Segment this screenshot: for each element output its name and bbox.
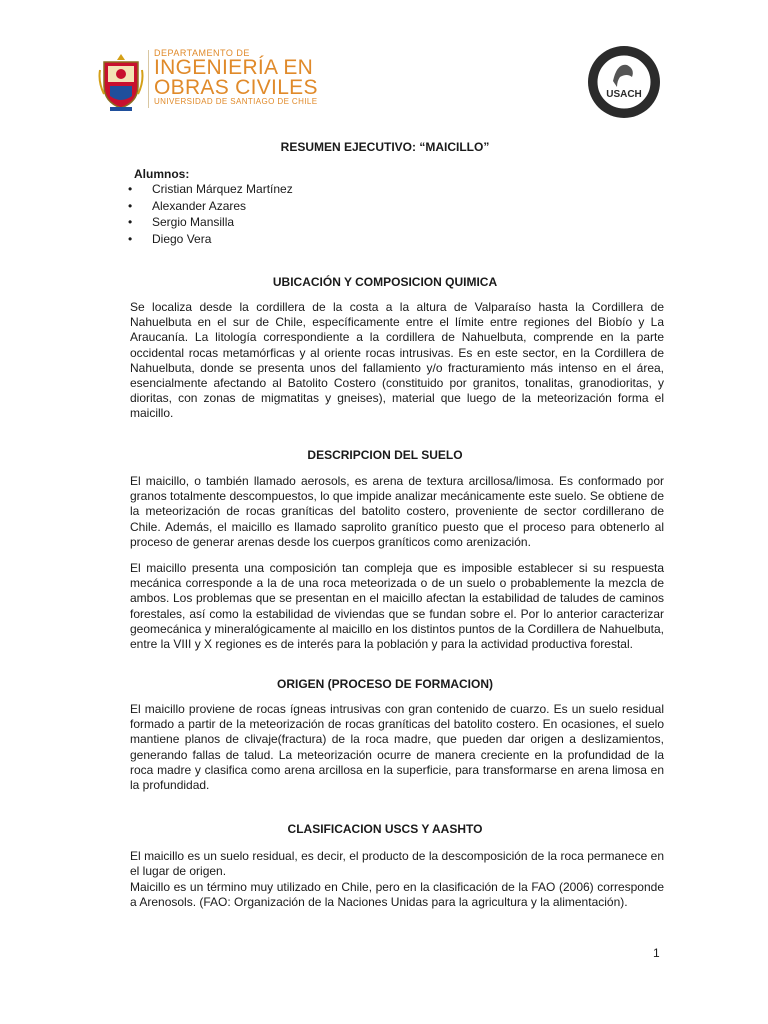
list-item: • Cristian Márquez Martínez [120, 181, 293, 198]
section-heading-ubicacion: UBICACIÓN Y COMPOSICION QUIMICA [272, 275, 498, 289]
list-item: • Diego Vera [120, 231, 293, 248]
list-item: • Sergio Mansilla [120, 214, 293, 231]
header-divider [148, 50, 149, 108]
paragraph-clasificacion-2: Maicillo es un término muy utilizado en Chile, pero en la clasificación de la FAO (2006) corresponde a Arenosols. (FAO: Organización de la Naciones Unidas para la agricultura y la alimentación). [130, 880, 664, 910]
section-heading-origen: ORIGEN (PROCESO DE FORMACION) [276, 677, 493, 691]
section-heading-clasificacion: CLASIFICACION USCS Y AASHTO [287, 822, 483, 836]
students-label: Alumnos: [134, 167, 190, 181]
dept-line-1: DEPARTAMENTO DE [154, 48, 250, 58]
list-item: • Alexander Azares [120, 198, 293, 215]
paragraph-descripcion-1: El maicillo, o también llamado aerosols, es arena de textura arcillosa/limosa. Es conformado por granos totalmente descompuestos, lo que impide analizar mecánicamente este suelo. Se obtiene de la meteorización de rocas graníticas del batolito costero, proveniente de sector cordillerano de Chile. Además, el maicillo es llamado saprolito granítico puesto que el proceso para obtenerlo al proceso de generar arenas desde los cuerpos graníticos como arenización. [130, 474, 664, 549]
department-logo [154, 48, 354, 106]
dept-line-4: UNIVERSIDAD DE SANTIAGO DE CHILE [154, 97, 318, 106]
page-header [0, 0, 768, 120]
paragraph-origen: El maicillo proviene de rocas ígneas intrusivas con gran contenido de cuarzo. Es un suelo residual formado a partir de la meteorización de rocas graníticas del batolito costero. En ocasiones, el suelo mantiene planos de clivaje(fractura) de la roca madre, que pueden dar origen a deslizamientos, generando fallas de talud. La meteorización ocurre de manera creciente en la profundidad de la roca madre y clasifica como arena arcillosa en la superficie, para transformarse en arena limosa en la profundidad. [130, 702, 664, 793]
dept-line-2: INGENIERÍA EN [154, 56, 314, 79]
students-list [120, 181, 293, 247]
paragraph-clasificacion-1: El maicillo es un suelo residual, es decir, el producto de la descomposición de la roca permanece en el lugar de origen. [130, 849, 664, 879]
paragraph-descripcion-2: El maicillo presenta una composición tan compleja que es imposible establecer si su respuesta mecánica corresponde a la de una roca meteorizada o de un suelo o probablemente la mezcla de ambos. Los problemas que se presentan en el maicillo afectan la estabilidad de taludes de caminos forestales, así como la estabilidad de viviendas que se fundan sobre el. Por lo anterior caracterizar geomecánica y mineralógicamente al maicillo en los distintos puntos de la Cordillera de Nahuelbuta, entre la VIII y X regiones es de interés para la población y para la actividad productiva forestal. [130, 561, 664, 652]
paragraph-ubicacion: Se localiza desde la cordillera de la costa a la altura de Valparaíso hasta la Cordillera de Nahuelbuta en el sur de Chile, específicamente entre el límite entre regiones del Biobío y La Araucanía. La litología correspondiente a la cordillera de Nahuelbuta, comprende en la parte occidental rocas metamórficas y al oriente rocas intrusivas. Es en este sector, en la Cordillera de Nahuelbuta, donde se presenta unos del fallamiento y/o fracturamiento más intenso en el área, esencialmente afectando al Batolito Costero (constituido por granitos, tonalitas, granodioritas, y dioritas, con zonas de migmatitas y gneises), material que luego de la meteorización forma el maicillo. [130, 300, 664, 421]
page-number: 1 [653, 946, 660, 960]
seal-text: USACH [606, 89, 642, 100]
section-heading-descripcion: DESCRIPCION DEL SUELO [307, 448, 463, 462]
document-title: RESUMEN EJECUTIVO: “MAICILLO” [280, 140, 490, 154]
usach-seal-icon [587, 45, 661, 119]
dept-line-3: OBRAS CIVILES [154, 76, 318, 99]
university-crest-icon [98, 52, 144, 112]
